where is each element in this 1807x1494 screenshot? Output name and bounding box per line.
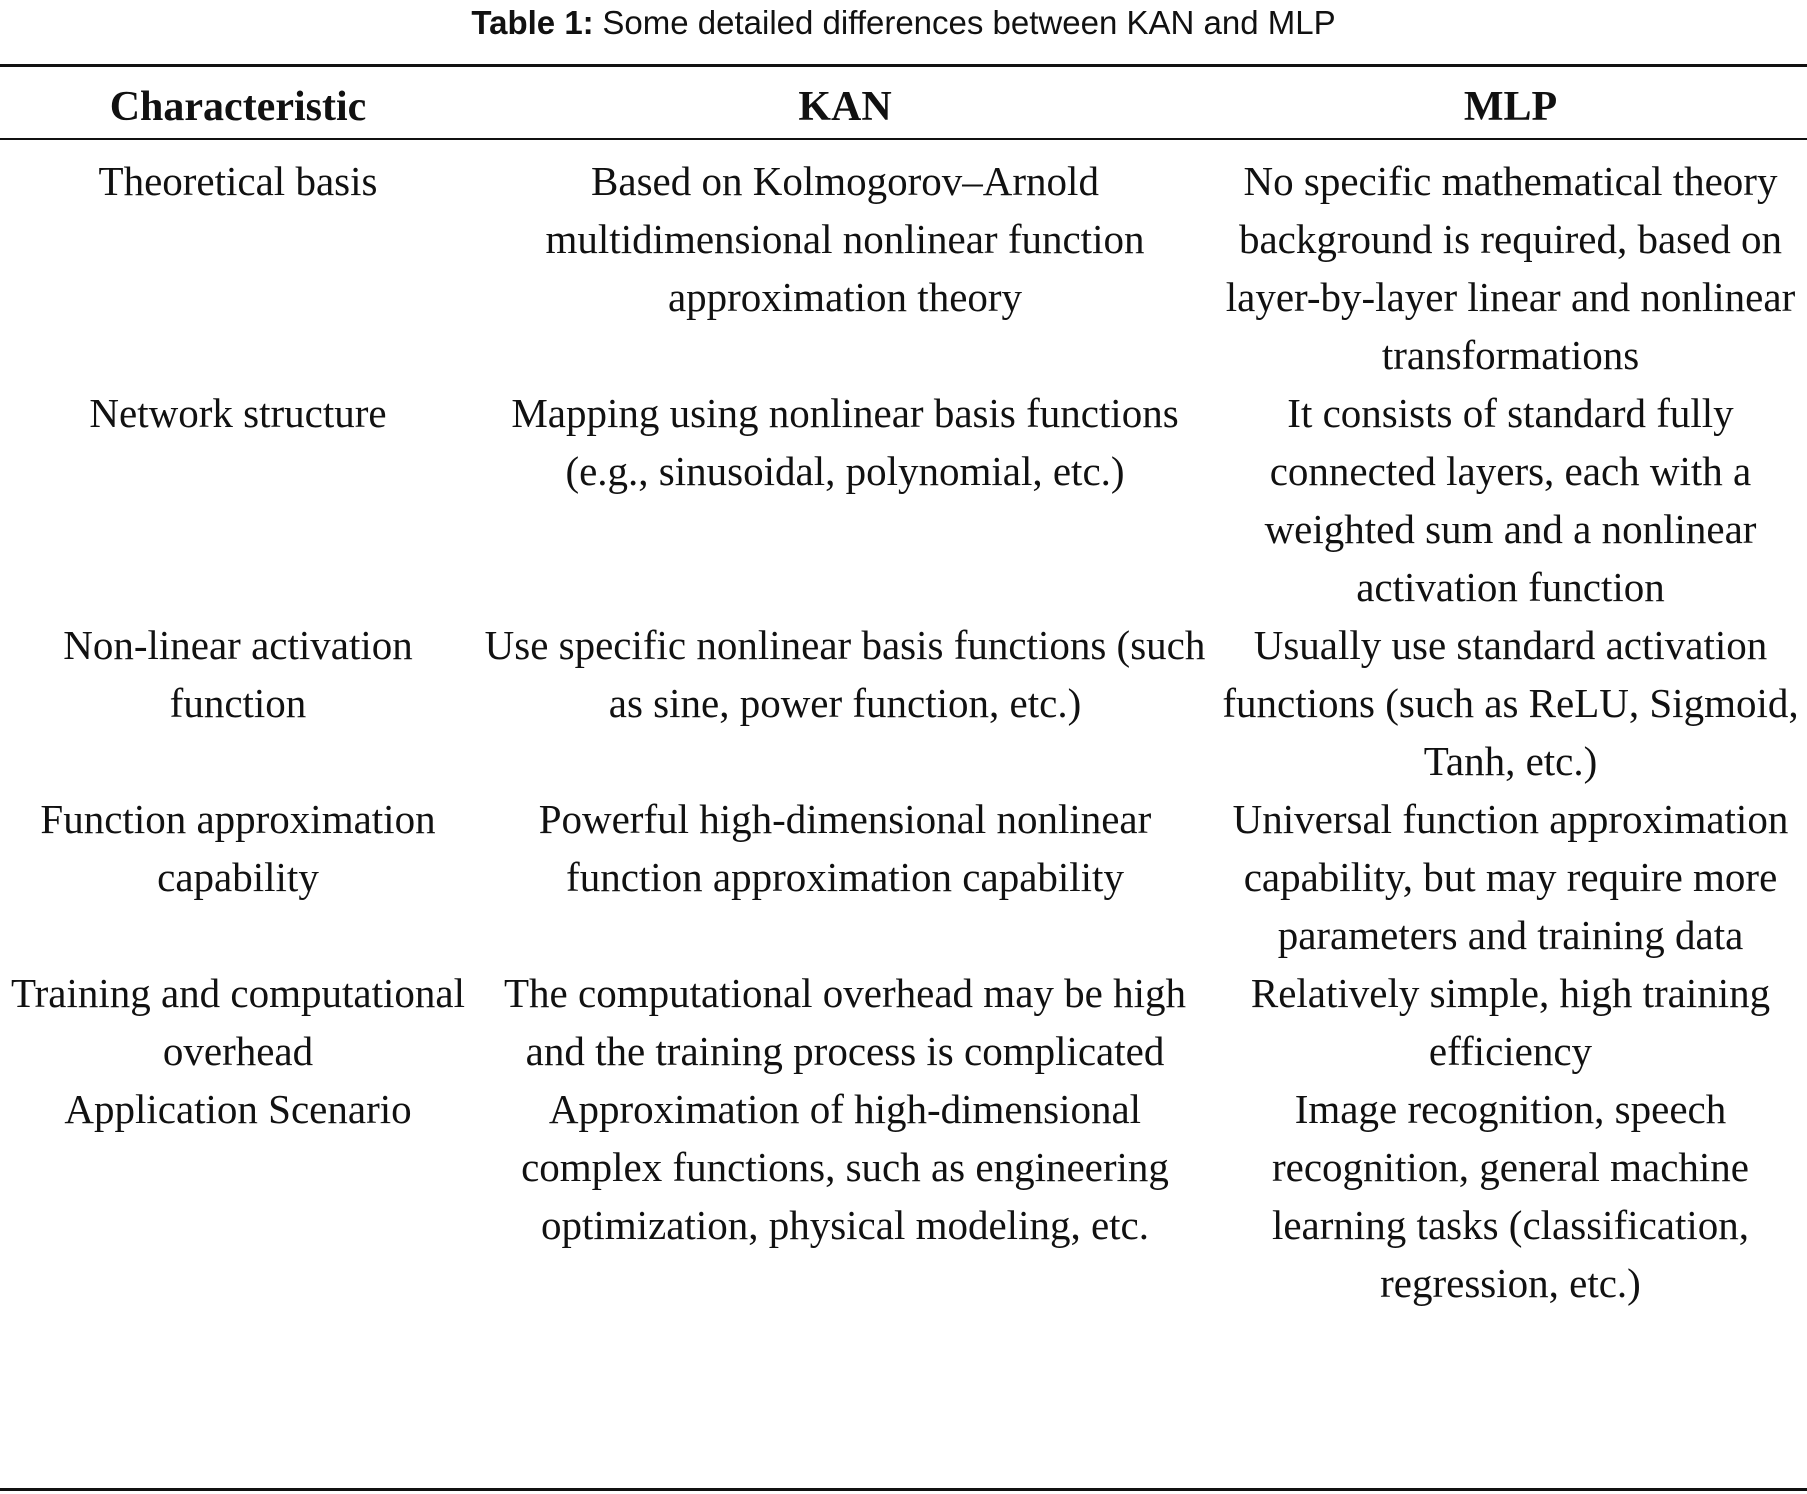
cell-characteristic: Theoretical basis — [98, 158, 378, 204]
table-row — [0, 136, 1807, 384]
cell-kan: Use specific nonlinear basis functions (such as sine, power function, etc.) — [484, 622, 1206, 726]
table-row — [0, 384, 1807, 616]
cell-mlp: Image recognition, speech recognition, general machine learning tasks (classification, regression, etc.) — [1271, 1086, 1750, 1306]
cell-kan: Mapping using nonlinear basis functions (e.g., sinusoidal, polynomial, etc.) — [511, 390, 1179, 494]
header-row — [0, 78, 1807, 136]
cell-mlp: It consists of standard fully connected layers, each with a weighted sum and a nonlinear activation function — [1264, 390, 1757, 610]
table-caption — [0, 0, 1807, 46]
top-rule — [0, 64, 1807, 67]
caption-label: Table 1: — [471, 4, 594, 41]
caption-text: Some detailed differences between KAN and MLP — [602, 4, 1336, 41]
cell-mlp: No specific mathematical theory background is required, based on layer-by-layer linear and nonlinear transformations — [1225, 158, 1796, 378]
table-row — [0, 790, 1807, 964]
cell-kan: Based on Kolmogorov–Arnold multidimensional nonlinear function approximation theory — [545, 158, 1145, 320]
cell-characteristic: Network structure — [89, 390, 387, 436]
cell-characteristic: Training and computational overhead — [11, 970, 465, 1074]
cell-kan: Approximation of high-dimensional complex functions, such as engineering optimization, physical modeling, etc. — [521, 1086, 1169, 1248]
header-characteristic: Characteristic — [109, 84, 367, 130]
cell-mlp: Relatively simple, high training efficiency — [1250, 970, 1771, 1074]
cell-mlp: Usually use standard activation functions (such as ReLU, Sigmoid, Tanh, etc.) — [1222, 622, 1799, 784]
table-row — [0, 1080, 1807, 1312]
table-row — [0, 616, 1807, 790]
header-mlp: MLP — [1463, 84, 1558, 130]
cell-characteristic: Application Scenario — [64, 1086, 412, 1132]
cell-characteristic: Function approximation capability — [40, 796, 436, 900]
cell-kan: Powerful high-dimensional nonlinear function approximation capability — [538, 796, 1152, 900]
comparison-table — [0, 78, 1807, 1312]
cell-kan: The computational overhead may be high and the training process is complicated — [504, 970, 1186, 1074]
table-row — [0, 964, 1807, 1080]
cell-mlp: Universal function approximation capability, but may require more parameters and training data — [1232, 796, 1789, 958]
bottom-rule — [0, 1488, 1807, 1491]
header-kan: KAN — [798, 84, 892, 130]
cell-characteristic: Non-linear activation function — [63, 622, 413, 726]
